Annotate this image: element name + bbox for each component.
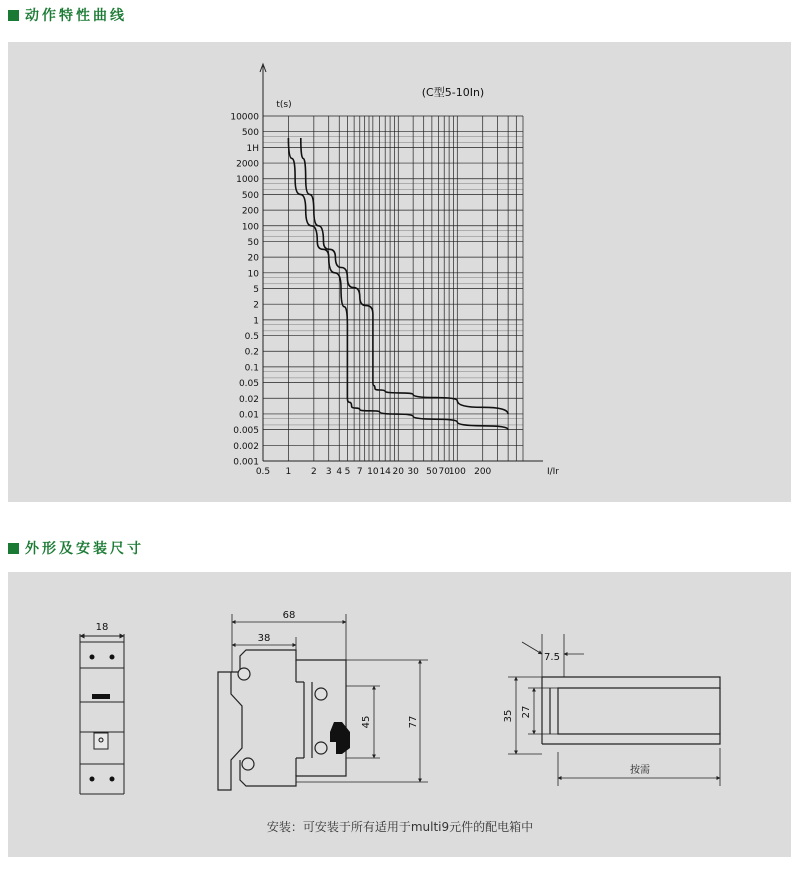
- y-tick-label: 500: [241, 190, 259, 201]
- x-tick-label: 0.5: [255, 467, 271, 477]
- y-tick-label: 1: [253, 316, 259, 327]
- section-header-curve: [8, 5, 127, 25]
- y-tick-label: 500: [241, 128, 259, 139]
- x-tick-label: 14: [379, 467, 391, 477]
- x-tick-label: 30: [407, 467, 419, 477]
- x-tick-label: 10: [367, 467, 379, 477]
- installation-caption: 安装：可安装于所有适用于multi9元件的配电箱中: [266, 820, 534, 834]
- y-tick-label: 0.02: [238, 394, 259, 405]
- y-tick-label: 2: [253, 300, 259, 311]
- x-tick-label: 20: [392, 467, 405, 477]
- dimension-drawings: [8, 572, 791, 857]
- x-tick-label: 2: [310, 467, 317, 477]
- y-tick-label: 0.2: [244, 347, 259, 358]
- y-tick-label: 1000: [236, 175, 259, 186]
- front-terminal-dots: [90, 655, 115, 782]
- x-tick-label: 50: [426, 467, 438, 477]
- section-marker-icon: [8, 10, 19, 21]
- dim-side-rail-height: 45: [361, 715, 372, 729]
- y-axis-label: t(s): [276, 100, 292, 110]
- x-tick-label: 5: [344, 467, 351, 477]
- x-tick-label: 100: [448, 467, 466, 477]
- side-view: [218, 650, 346, 790]
- trip-curve-chart: [8, 42, 791, 502]
- y-tick-label: 200: [241, 206, 259, 217]
- y-tick-label: 0.01: [238, 410, 259, 421]
- y-tick-label: 0.05: [238, 379, 259, 390]
- y-tick-label: 5: [253, 285, 259, 295]
- y-tick-label: 20: [247, 253, 259, 264]
- y-tick-label: 0.1: [244, 363, 259, 374]
- dimensions-panel: [8, 572, 791, 857]
- x-tick-label: 200: [474, 467, 492, 477]
- section-marker-icon: [8, 543, 19, 554]
- x-tick-label: 1: [285, 467, 292, 477]
- dim-side-total: 68: [282, 610, 296, 621]
- section-header-dimensions: [8, 538, 144, 558]
- front-view: [80, 634, 124, 794]
- dim-rail-inner: 27: [521, 705, 532, 719]
- y-tick-label: 0.005: [233, 426, 259, 437]
- trip-curve-upper: [301, 138, 508, 414]
- dim-rail-top: 7.5: [544, 652, 560, 663]
- dim-rail-length: 按需: [630, 765, 650, 776]
- dim-side-height: 77: [408, 715, 419, 729]
- chart-title: (C型5-10In): [421, 86, 485, 99]
- curve-panel: [8, 42, 791, 502]
- y-tick-label: 0.002: [233, 441, 259, 452]
- x-tick-label: 3: [325, 467, 332, 477]
- dim-front-width: 18: [95, 622, 109, 633]
- dim-rail-height: 35: [503, 709, 514, 723]
- x-tick-label: 70: [438, 467, 450, 477]
- section-title-dimensions: 外形及安装尺寸: [25, 541, 144, 557]
- y-tick-label: 0.5: [244, 332, 259, 343]
- y-tick-label: 2000: [236, 159, 259, 170]
- din-rail-view: [542, 677, 720, 744]
- y-tick-label: 1H: [246, 143, 259, 154]
- y-tick-label: 10000: [230, 112, 259, 123]
- x-tick-label: 4: [336, 467, 343, 477]
- y-tick-label: 0.001: [233, 457, 259, 468]
- y-tick-label: 50: [247, 237, 259, 248]
- side-toggle-lever: [330, 722, 350, 754]
- x-axis-label: I/Ir: [546, 467, 560, 477]
- y-tick-label: 100: [241, 222, 259, 233]
- rail-dimension-lines: [508, 634, 720, 786]
- dim-side-rail: 38: [257, 633, 271, 644]
- x-tick-label: 7: [356, 467, 363, 477]
- section-title-curve: 动作特性曲线: [25, 8, 127, 24]
- y-tick-label: 10: [247, 269, 259, 280]
